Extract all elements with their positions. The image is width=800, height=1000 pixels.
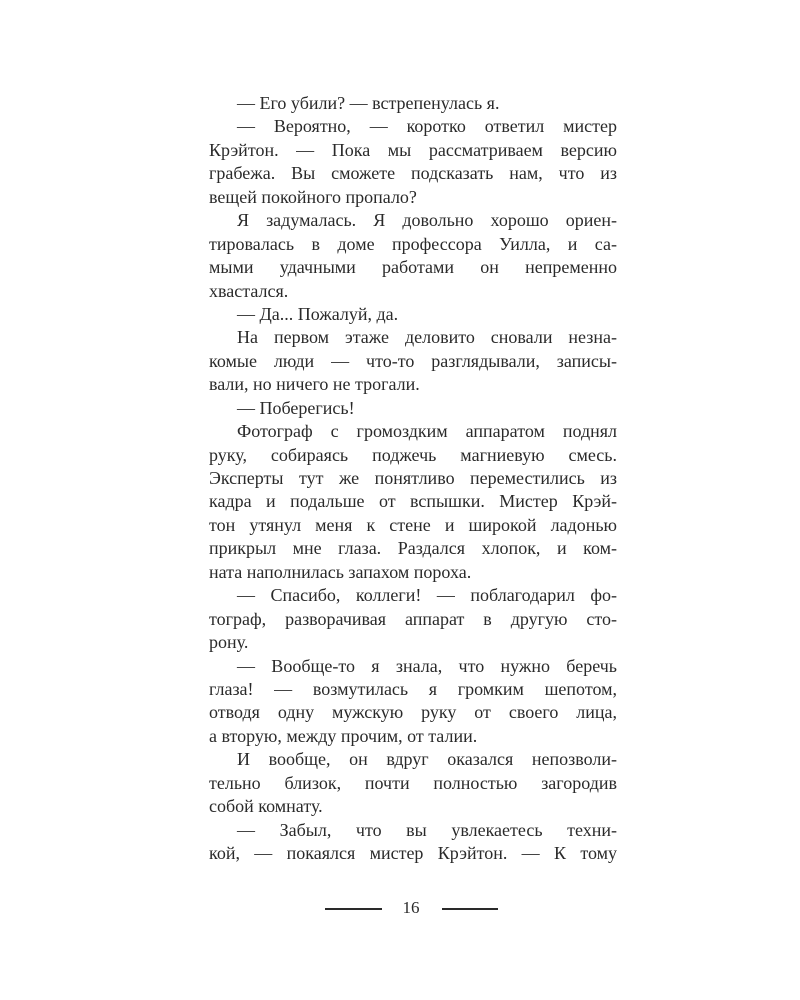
text-line: кой, — покаялся мистер Крэйтон. — К тому: [209, 843, 617, 863]
footer-rule-left: [325, 908, 382, 910]
text-line: кадра и подальше от вспышки. Мистер Крэй-: [209, 491, 617, 512]
text-line: — Да... Пожалуй, да.: [237, 303, 399, 324]
text-line: вали, но ничего не трогали.: [209, 374, 420, 395]
text-line: — Вероятно, — коротко ответил мистер: [237, 116, 617, 137]
text-line: И вообще, он вдруг оказался непозволи-: [237, 749, 617, 770]
footer-rule-right: [442, 908, 498, 910]
text-line: Эксперты тут же понятливо переместились из: [209, 468, 617, 488]
text-line: — Его убили? — встрепенулась я.: [237, 93, 500, 113]
text-line: а вторую, между прочим, от талии.: [209, 725, 478, 746]
text-line: прикрыл мне глаза. Раздался хлопок, и ком-: [209, 538, 617, 559]
text-line: Фотограф с громоздким аппаратом поднял: [237, 421, 617, 442]
text-line: тировалась в доме профессора Уилла, и са-: [209, 233, 617, 254]
text-line: вещей покойного пропало?: [209, 186, 417, 207]
page-footer: [0, 896, 800, 920]
text-line: глаза! — возмутилась я громким шепотом,: [209, 678, 617, 699]
text-line: рону.: [209, 632, 249, 653]
text-line: — Спасибо, коллеги! — поблагодарил фо-: [237, 585, 617, 606]
text-line: тон утянул меня к стене и широкой ладонью: [209, 514, 617, 535]
text-line: собой комнату.: [209, 796, 323, 817]
text-line: руку, собираясь поджечь магниевую смесь.: [209, 444, 617, 465]
text-line: тограф, разворачивая аппарат в другую сто-: [209, 608, 617, 629]
text-line: отводя одну мужскую руку от своего лица,: [209, 702, 617, 723]
page-body-text: [209, 92, 617, 865]
text-line: — Забыл, что вы увлекаетесь техни-: [237, 819, 617, 840]
page-number: 16: [402, 898, 420, 917]
text-line: — Поберегись!: [237, 397, 355, 418]
text-line: Я задумалась. Я довольно хорошо ориен-: [237, 210, 617, 231]
text-line: Крэйтон. — Пока мы рассматриваем версию: [209, 139, 617, 160]
text-line: тельно близок, почти полностью загородив: [209, 772, 617, 793]
text-line: ната наполнилась запахом пороха.: [209, 561, 472, 582]
text-line: мыми удачными работами он непременно: [209, 257, 617, 278]
text-line: комые люди — что-то разглядывали, записы-: [209, 350, 617, 371]
text-line: грабежа. Вы сможете подсказать нам, что из: [209, 163, 617, 184]
text-line: На первом этаже деловито сновали незна-: [237, 327, 617, 348]
text-line: — Вообще-то я знала, что нужно беречь: [237, 655, 617, 676]
text-line: хвастался.: [209, 280, 289, 301]
